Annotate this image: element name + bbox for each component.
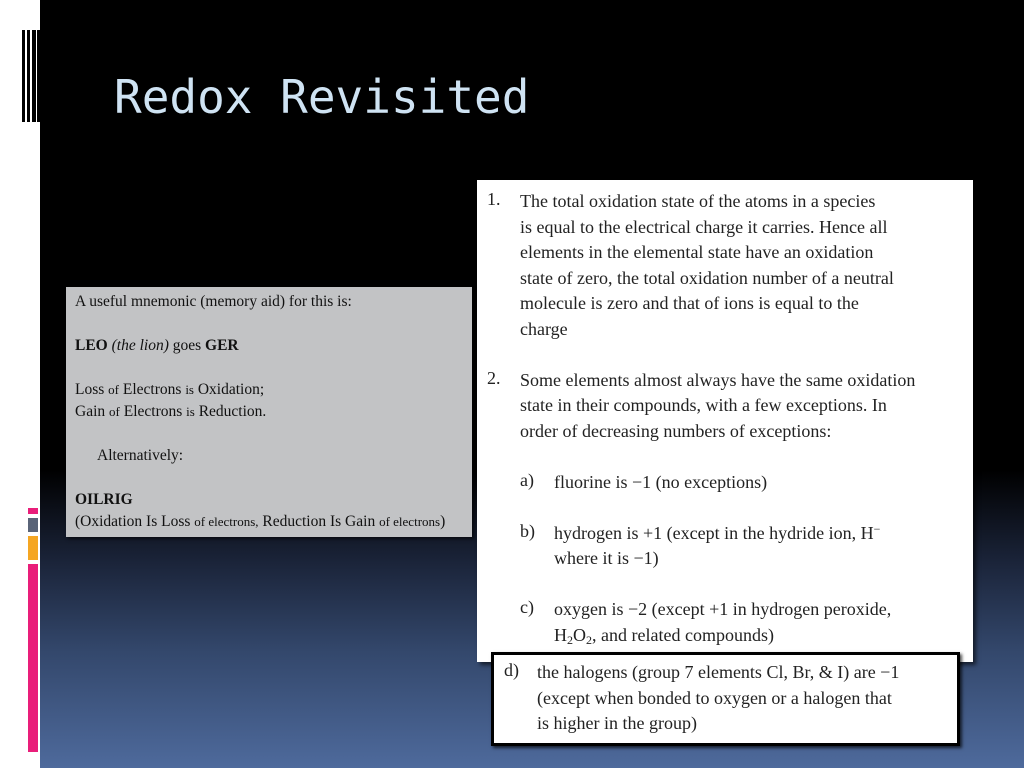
- rule-2: [487, 368, 962, 445]
- halogen-rule-box: [491, 652, 960, 746]
- alternatively-label: Alternatively:: [97, 447, 184, 464]
- oilrig-expansion: (Oxidation Is Loss of electrons, Reduction Is Gain of electrons): [75, 513, 446, 530]
- oxidation-rules-box: [477, 180, 973, 662]
- rule-2d-label: d): [504, 660, 519, 680]
- stripe-decoration: [22, 30, 40, 122]
- rule-2d-text: the halogens (group 7 elements Cl, Br, & I) are −1 (except when bonded to oxygen or a halogen that is higher in the group): [537, 662, 900, 733]
- rule-2c: c) oxygen is −2 (except +1 in hydrogen peroxide, $H_2O_2$, and related compounds): [520, 597, 892, 647]
- rule-2-text: Some elements almost always have the same oxidation state in their compounds, with a few exceptions. In order of decreasing numbers of exceptions:: [520, 369, 916, 441]
- rule-2-number: 2.: [487, 367, 501, 388]
- mnemonic-intro: A useful mnemonic (memory aid) for this is:: [75, 293, 352, 310]
- loss-line: Loss of Electrons is Oxidation;: [75, 381, 265, 398]
- left-decoration-bar: [0, 0, 40, 768]
- rule-1-number: 1.: [487, 189, 501, 209]
- rule-2a: a) fluorine is −1 (no exceptions): [520, 469, 768, 492]
- leo-line: LEO (the lion) goes GER: [75, 337, 239, 354]
- gain-line: Gain of Electrons is Reduction.: [75, 403, 267, 420]
- rule-1-text: The total oxidation state of the atoms in a species is equal to the electrical charge it carries. Hence all elements in the elemental state have an oxidation state of zero, the total oxidation number of a neutral molecule is zero and that of ions is equal to the charge: [520, 191, 894, 339]
- slide-title: Redox Revisited: [114, 70, 530, 124]
- rule-1: [487, 189, 962, 342]
- rule-2b: b) hydrogen is +1 (except in the hydride ion, H− where it is −1): [520, 520, 881, 568]
- oilrig-label: OILRIG: [75, 491, 133, 508]
- color-accent-decoration: [28, 508, 38, 752]
- mnemonic-box: [66, 287, 472, 537]
